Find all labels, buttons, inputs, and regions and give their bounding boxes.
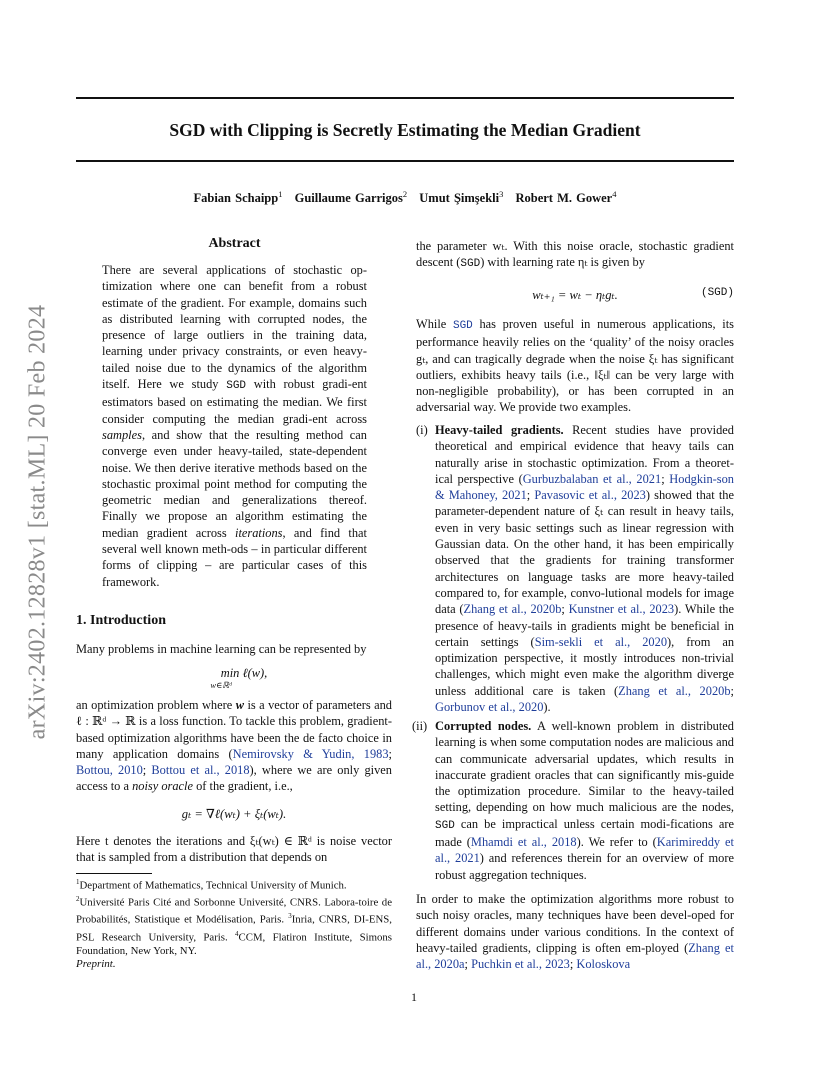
intro-text: an optimization problem where [76,698,236,712]
sgd-code: SGD [460,258,481,271]
body-text: has proven useful in numerous applications, its performance heavily relies on the ‘quality’ of the noisy oracles gₜ, and can tragically degrade when the noise ξₜ has significant outliers, exhibits heavy tails (i.e., ‖ξₜ‖ can be very large with non-negligible probability), or has been corrupted in an adversarial way. We provide two examples. [416,317,734,415]
intro-text: ), where we are only given access to a [76,763,393,794]
intro-emph: noisy oracle [132,779,193,794]
intro-paragraph-2: an optimization problem where w is a vector of parameters and ℓ : ℝᵈ → ℝ is a loss function. To tackle this problem, gradient-based optimization algorithms have been the de facto choice in many application domains (Nemirovsky & Yudin, 1983; Bottou, 2010; Bottou et al., 2018), where we are only given access to a noisy oracle of the gradient, i.e., [76,698,393,794]
page-number: 1 [411,990,417,1004]
footnote-text: CCM, Flatiron Institute, Simons Foundation, New York, NY. [76,931,392,957]
affiliation-footnotes: $^1$Department of Mathematics, Technical University of Munich. $^2$Université Paris Cité and Sorbonne Université, CNRS. Labora-toire de Probabilités, Statistique et Modélisation, Paris. $^3$Inria, CNRS, DI-ENS, PSL Research University, Paris. $^4$CCM, Flatiron Institute, Simons Foundation, New York, NY. [76,878,392,957]
abstract-text: There are several applications of stochastic op-timization where one can benefit from a robust estimate of the gradient. For example, domains such as distributed learning with corrupted nodes, the presence of large outliers in the training data, learning under privacy constraints, or even heavy-tailed noise due to the dynamics of the algorithm itself. Here we study [102,263,367,392]
list-item-heavy-tailed [416,422,734,715]
citation-link[interactable]: Zhang et al., 2020b [618,683,731,698]
body-text: Recent studies have provided theoretical and empirical evidence that heavy tails can naturally arise in stochastic optimization. From a theoret-ical perspective ( [435,423,734,486]
author-affiliation: 4 [612,189,617,199]
citation-link[interactable]: Pavasovic et al., 2023 [534,488,646,503]
intro-text: Here t denotes the iterations and ξₜ(wₜ) ∈ ℝᵈ is noise vector that is sampled from a distribution that depends on [76,834,392,865]
sgd-code: SGD [226,380,247,393]
intro-paragraph-1 [76,641,392,657]
equation-sgd-update [416,287,734,303]
body-text: ) and references therein for an overview of more robust aggregation techniques. [435,851,734,882]
citation-link[interactable]: Kunstner et al., 2023 [568,602,675,617]
citation-link[interactable]: Mhamdi et al., 2018 [470,835,577,850]
body-text: ) showed that the parameter-dependent nature of ξₜ can result in heavy tails, even in very basic settings such as linear regression with Gaussian data. On the other hand, it has been empirically observed that the gradients for training transformer architectures on language tasks are more heavy-tailed compared to, for example, convo-lutional models for image data ( [435,488,734,617]
arxiv-sidebar-stamp [8,282,68,762]
paper-title: SGD with Clipping is Secretly Estimating the Median Gradient [169,120,641,140]
body-text: ), from an optimization perspective, it mostly introduces non-trivial challenges, which might even make the algorithm diverge unless additional care is taken ( [435,634,735,698]
body-text: In order to make the optimization algorithms more robust to such noisy oracles, many techniques have been devel-oped for different domains under various conditions. In the context of heavy-tailed gradients, clipping is often em-ployed ( [416,892,734,955]
abstract-text: with robust gradi-ent estimators based on estimating the median. We first consider computing the median gradi-ent across [102,377,367,426]
footnote-text: Inria, CNRS, DI-ENS, PSL Research University, Paris. [76,913,392,944]
citation-link[interactable]: Zhang et al., 2020b [463,602,562,617]
footnote-text: Department of Mathematics, Technical University of Munich. [79,879,347,892]
title-top-rule [76,97,734,99]
author-list [76,191,734,206]
title-bottom-rule [76,160,734,162]
intro-text: of the gradient, i.e., [193,779,293,794]
equation-tag: (SGD) [700,287,734,299]
author-name: Robert M. Gower [515,191,613,205]
list-item-heading: Corrupted nodes. [435,719,532,733]
equation-text: min ℓ(w), [220,666,268,680]
citation-link[interactable]: Zhang et al., 2020a [416,940,735,972]
body-text: ) with learning rate ηₜ is given by [480,255,645,270]
math-symbol: w [235,698,244,712]
abstract-text: , and find that several well known meth-ods – in particular different forms of clipping – are particular cases of this framework. [102,525,367,589]
sgd-link[interactable]: SGD [452,320,473,332]
right-paragraph-2 [416,316,734,416]
body-text: the parameter wₜ. With this noise oracle, stochastic gradient descent ( [416,239,734,270]
citation-link[interactable]: Nemirovsky & Yudin, 1983 [232,746,389,761]
citation-link[interactable]: Bottou et al., 2018 [151,763,250,778]
author-name: Umut Şimşekli [419,191,500,205]
equation-noisy-gradient: gₜ = ∇ℓ(wₜ) + ξₜ(wₜ). [181,807,287,821]
citation-link[interactable]: Bottou, 2010 [76,763,143,778]
right-paragraph-1 [416,238,734,273]
intro-text: Many problems in machine learning can be represented by [76,642,367,656]
equation-subscript: w∈ℝᵈ [210,680,232,690]
citation-link[interactable]: Karimireddy et al., 2021 [435,835,734,866]
citation-link[interactable]: Sim-sekli et al., 2020 [534,634,668,649]
author-affiliation: 2 [402,189,408,199]
preprint-note: Preprint. [76,958,116,970]
list-item-label: (i) [416,423,428,437]
footnote-rule [76,873,152,874]
body-text: can be impractical unless certain modi-fications are made ( [435,816,734,850]
list-item-label: (ii) [412,719,428,733]
abstract-emph: samples [102,427,142,442]
equation-min-loss [76,666,392,690]
section-heading-introduction: 1. Introduction [76,613,166,628]
intro-text: is a vector of parameters and ℓ : ℝᵈ → ℝ is a loss function. To tackle this problem, gradient-based optimization algorithms have been the de facto choice in many application domains ( [76,698,392,761]
list-item-body [435,718,734,883]
arxiv-id: arXiv:2402.12828v1 [stat.ML] 20 Feb 2024 [24,304,51,740]
intro-paragraph-3 [76,833,392,866]
abstract-emph: iterations [235,525,283,540]
body-text: ). While the presence of heavy-tails in gradients might be beneficial in certain settings ( [435,602,734,649]
citation-link[interactable]: Gorbunov et al., 2020 [435,700,544,715]
citation-link[interactable]: Puchkin et al., 2023 [471,957,570,972]
abstract-heading: Abstract [208,236,261,251]
author-affiliation: 1 [278,189,283,199]
citation-link[interactable]: Gurbuzbalaban et al., 2021 [522,471,662,486]
body-text: While [416,317,453,331]
sgd-code: SGD [435,819,455,832]
list-item-heading: Heavy-tailed gradients. [435,423,564,437]
author-name: Guillaume Garrigos [294,191,403,205]
equation-text: wₜ₊₁ = wₜ − ηₜgₜ. [532,288,618,302]
author-name: Fabian Schaipp [193,191,279,205]
abstract-text: , and show that the resulting method can converge even under heavy-tailed, state-dependent noise. We then derive iterative methods based on the stochastic proximal point method for computing the geometric median and generalizations thereof. Finally we propose an algorithm estimating the median gradient across [102,427,367,540]
author-affiliation: 3 [499,189,504,199]
right-paragraph-3: In order to make the optimization algorithms more robust to such noisy oracles, many techniques have been devel-oped for different domains under various conditions. In the context of heavy-tailed gradients, clipping is often em-ployed (Zhang et al., 2020a; Puchkin et al., 2023; Koloskova [416,892,735,972]
abstract-body [102,262,367,590]
citation-link[interactable]: Koloskova [576,957,631,972]
footnote-text: Université Paris Cité and Sorbonne Université, CNRS. Labora-toire de Probabilités, Statistique et Modélisation, Paris. [76,896,392,926]
list-item-body: Heavy-tailed gradients. Recent studies have provided theoretical and empirical evidence that heavy tails can naturally arise in stochastic optimization. From a theoret-ical perspective (Gurbuzbalaban et al., 2021; Hodgkin-son & Mahoney, 2021; Pavasovic et al., 2023) showed that the parameter-dependent nature of ξₜ can result in heavy tails, even in very basic settings such as linear regression with Gaussian data. On the other hand, it has been empirically observed that the gradients for training transformer architectures on language tasks are more heavy-tailed compared to, for example, convo-lutional models for image data (Zhang et al., 2020b; Kunstner et al., 2023). While the presence of heavy-tails in gradients might be beneficial in certain settings (Sim-sekli et al., 2020), from an optimization perspective, it mostly introduces non-trivial challenges, which might even make the algorithm diverge unless additional care is taken (Zhang et al., 2020b; Gorbunov et al., 2020). [435,423,735,715]
citation-link[interactable]: Hodgkin-son & Mahoney, 2021 [435,471,735,503]
body-text: ). We refer to ( [576,835,657,850]
body-text: A well-known problem in distributed learning is when some computation nodes are malicious and can communicate adversarial updates, which results in inaccurate gradient oracles that can significantly mis-guide the optimization procedure. Similar to the heavy-tailed setting, depending on how much malicious are the nodes, [435,719,734,815]
body-text: ). [543,700,551,715]
list-item-corrupted-nodes [412,718,734,883]
